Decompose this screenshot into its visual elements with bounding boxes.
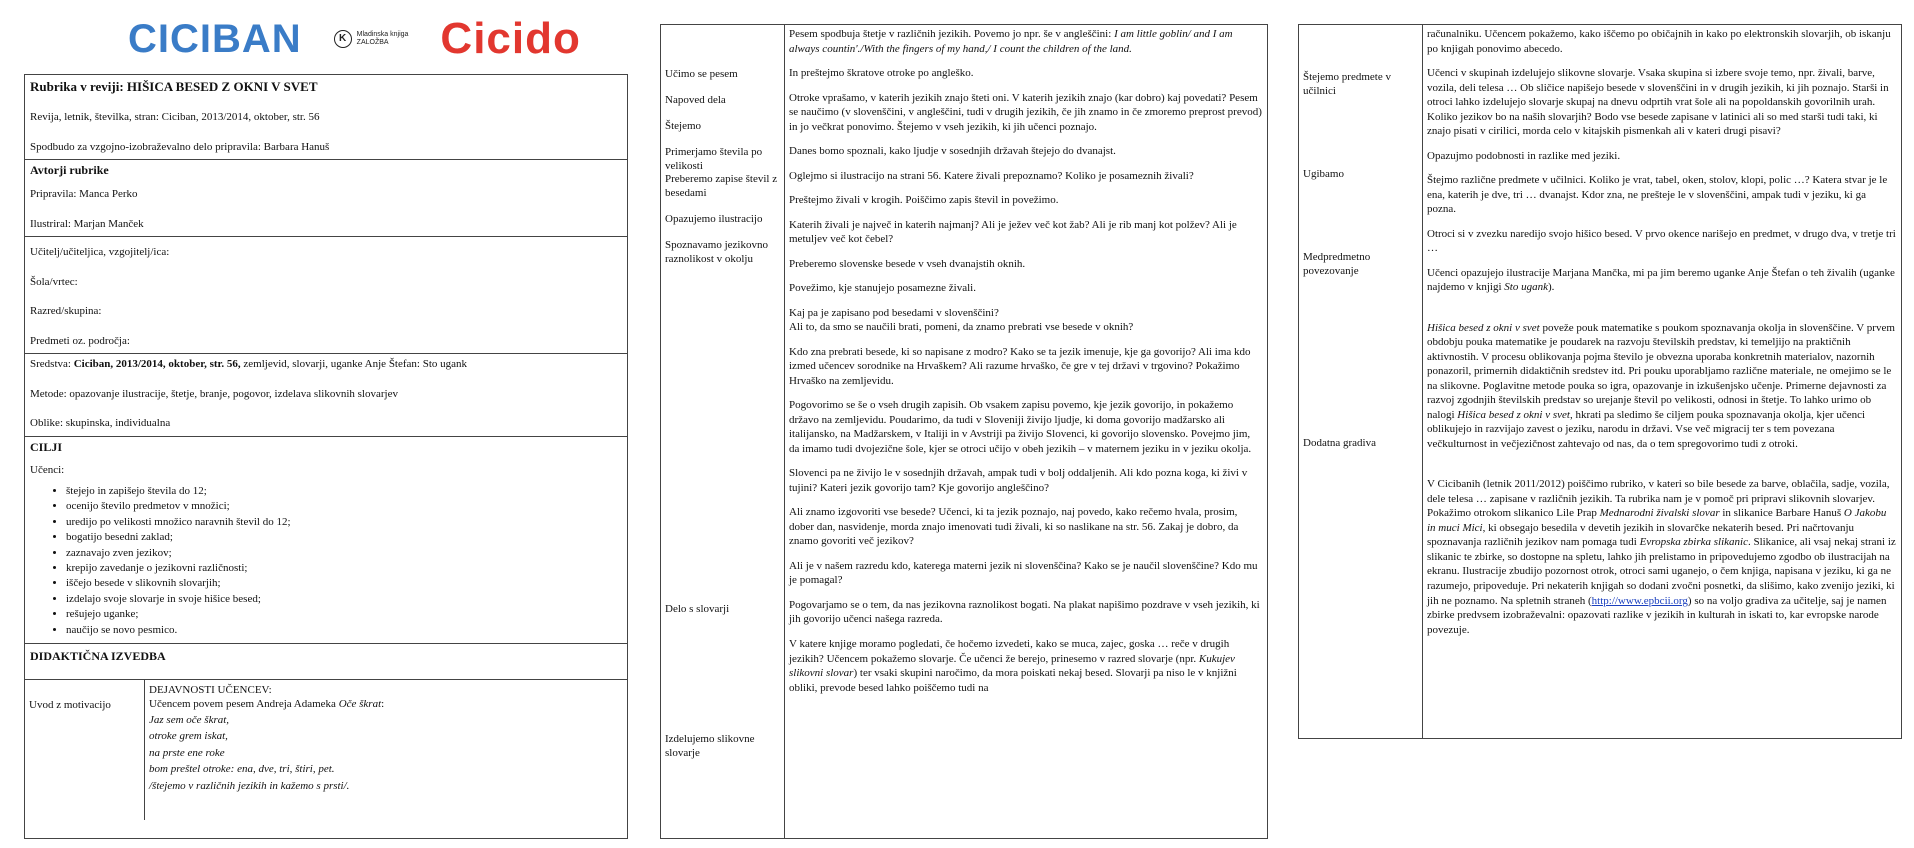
mk-icon: K (334, 30, 352, 48)
means-line (30, 357, 622, 372)
poem-english: I am little goblin/ and I am always countin'./With the fingers of my hand,/ I count the children of the land. (789, 28, 1233, 55)
label-additional-materials: Dodatna gradiva (1303, 437, 1376, 449)
label-picture-dictionaries: Izdelujemo slikovne slovarje (665, 733, 755, 759)
forms-line: Oblike: skupinska, individualna (30, 417, 171, 430)
grade-field: Razred/skupina: (30, 305, 102, 318)
label-compare-numbers: Primerjamo števila po velikosti (665, 146, 763, 172)
intro-content (145, 680, 627, 820)
info-table (24, 74, 628, 839)
poem-line: Jaz sem oče škrat, (149, 713, 230, 726)
riddles-text: Učenci opazujejo ilustracije Marjana Mančka, mi pa jim beremo uganke Anje Štefan o teh živalih (uganke najdemo v knjigi (1427, 266, 1895, 294)
page-3 (1298, 0, 1914, 848)
goal-item: • uredijo po velikosti množico naravnih števil do 12; (66, 515, 622, 530)
compare-animals-para: Katerih živali je največ in katerih najmanj? Ali je ježev več kot žab? Ali je rib manj kot polžev? Ali je metuljev več kot čebel? (789, 218, 1237, 246)
read-words-para: Preberemo slovenske besede v vseh dvanajstih oknih. (789, 257, 1026, 270)
mat-c: in slikanice Barbare Hanuš (1719, 507, 1844, 520)
activities-heading: DEJAVNOSTI UČENCEV: (149, 683, 272, 696)
mladinska-knjiga-logo (334, 30, 409, 48)
logo-bar (128, 14, 581, 64)
goal-item: • štejejo in zapišejo števila do 12; (66, 484, 622, 499)
goal-item: • bogatijo besedni zaklad; (66, 530, 622, 545)
dict-text-a: V katere knjige moramo pogledati, če hočemo izvedeti, kako se muca, zajec, goska … reče v drugih jezikih? Učencem pokažemo slovarje. Če učenci že berejo, prinesemo v razred slovarje (npr. (789, 637, 1230, 665)
mat-a: V Cicibanih (letnik 2011/2012) poiščimo rubriko, v kateri so bile besede za barve, oblačila, sadje, vozila, dele telesa … zapisane v različnih jezikih. Ta rubrika nam je v pomoč pri pripravi slikovnih slovarjev. Pokažimo otrokom slikanico Lile Prap (1427, 478, 1890, 520)
riddles-end: ). (1548, 281, 1555, 294)
content-column-3 (1423, 25, 1901, 738)
poem-title: Oče škrat (338, 698, 382, 711)
cc-text-b: poveže pouk matematike s poukom spoznavanja okolja in slovenščine. V prvem obdobju pouka matematike je poudarek na razvoju številskih predstav, ki temeljijo na praktičnih aktivnostih. V procesu oblikovanja pojma število je obvezna uporaba konkretnih materialov, nazornih ponazoril, primernih didaktičnih sredstev itd. Pri pouku uporabljamo različne materiale, ne omejimo se le na slikovne. Poglavitne metode pouka so igra, opazovanje in izkušenjsko učenje. Primerne dejavnosti za razvoj zgodnjih številskih predstav so urejanje števil po velikosti, odnosi in štetje. To lahko urimo ob nalogi (1427, 321, 1895, 421)
activities-table-2 (660, 24, 1268, 839)
goals-heading: CILJI (30, 439, 63, 454)
other-writings-para: Pogovorimo se še o vseh drugih zapisih. Ob vsakem zapisu povemo, kje jezik govorijo, in pokažemo državo na zemljevidu. Poudarimo, da tudi v Sloveniji živijo ljudje, ki doma govorijo madžarsko ali italijansko, na Madžarskem, v Italiji in v Avstriji pa živijo Slovenci, ki govorijo slovensko. Povejmo jim, da imamo tudi dvojezične šole, kjer se otroci učijo v obeh jezikih – v maternem jeziku in v jeziku okolja. (789, 399, 1252, 455)
dict-title: Kukujev slikovni slovar (789, 652, 1235, 680)
activities-table-3 (1298, 24, 1902, 739)
mat-book-2: O Jakobu in muci Mici (1427, 507, 1887, 534)
poem-para-text: Pesem spodbuja štetje v različnih jezikih. Povemo jo npr. še v angleščini: (789, 28, 1115, 40)
subjects-field: Predmeti oz. področja: (30, 334, 130, 347)
written-below-para: Kaj pa je zapisano pod besedami v slovenščini? Ali to, da smo se naučili brati, pomeni, da znamo prebrati vse besede v oknih? (789, 306, 1134, 334)
poem-intro-text: Učencem povem pesem Andreja Adameka (149, 698, 339, 711)
intro-row (25, 680, 627, 820)
notebook-para: Otroci si v zvezku naredijo svojo hišico besed. V prvo okence narišejo en predmet, v drugo dva, v tretje tri … (1427, 227, 1896, 255)
school-field: Šola/vrtec: (30, 275, 78, 288)
goal-item: • krepijo zavedanje o jezikovni različnosti; (66, 561, 622, 576)
label-counting: Štejemo (665, 120, 702, 132)
cross-curricular-para (1427, 321, 1897, 452)
similarities-para: Opazujmo podobnosti in razlike med jeziki. (1427, 149, 1621, 162)
means-bold: Ciciban, 2013/2014, oktober, str. 56, (73, 358, 241, 371)
slovenes-abroad-para: Slovenci pa ne živijo le v sosednjih državah, ampak tudi v bolj oddaljenih. Ali kdo pozna koga, ki živi v tujini? Kateri jezik govorijo tam? Kje govorijo angleščino? (789, 467, 1248, 494)
author-2: Ilustriral: Marjan Manček (30, 217, 144, 230)
didactic-heading: DIDAKTIČNA IZVEDBA (30, 648, 166, 663)
rubric-name-2: Hišica besed z okni v svet (1457, 408, 1570, 421)
today-para: Danes bomo spoznali, kako ljudje v sosednjih državah štejejo do dvanajst. (789, 145, 1116, 158)
make-dictionaries-para: Učenci v skupinah izdelujejo slikovne slovarje. Vsaka skupina si izbere svoje temo, npr. živali, barve, vozila, deli telesa … Ob sličice napišejo besede v slovenščini in v drugih jezikih, ki jih poznajo. Starši in otroci lahko izdelujejo slovarje skupaj na dnevu odprtih vrat šole ali na popoldanskih govorilnih urah. Koliko jezikov bo na naših slovarjih? Bodo vse besede zapisane v latinici ali so med starši tudi taki, ki znajo pisati v cirilici, morda celo v kitajskih pismenkah ali v kateri drugi pisavi? (1427, 67, 1889, 138)
label-count-objects: Štejemo predmete v učilnici (1303, 71, 1391, 97)
poem-line: bom preštel otroke: ena, dve, tri, štiri, pet. (149, 763, 335, 776)
poem-intro: Učencem povem pesem Andreja Adameka Oče škrat: (149, 698, 385, 711)
means-rest: zemljevid, slovarji, uganke Anje Štefan: Sto ugank (240, 358, 468, 371)
mother-tongue-para: Ali je v našem razredu kdo, katerega materni jezik ni slovenščina? Kako se je naučil slovenščine? Kdo mu je pomagal? (789, 559, 1258, 587)
poem-line: /štejemo v različnih jezikih in kažemo s prsti/. (149, 779, 350, 792)
authors-heading: Avtorji rubrike (30, 163, 109, 178)
means-label: Sredstva: (30, 358, 74, 371)
labels-column (661, 25, 785, 838)
label-announcement: Napoved dela (665, 94, 726, 106)
pupils-label: Učenci: (30, 464, 65, 477)
section-goals (25, 437, 627, 644)
goals-list (66, 484, 622, 638)
goal-item: • ocenijo število predmetov v množici; (66, 499, 622, 514)
dict-text-c: ) ter vsaki skupini naročimo, da mora poiskati nekaj besed. Slovarji pa niso le v knjižni obliki, prevode besed lahko poiščemo tudi na (789, 667, 1237, 694)
section-authors (25, 160, 627, 237)
label-language-diversity: Spoznavamo jezikovno raznolikost v okolju (665, 239, 768, 265)
author-1: Pripravila: Manca Perko (30, 188, 138, 201)
count-english-para: In preštejmo škratove otroke po angleško. (789, 67, 974, 80)
pronounce-para: Ali znamo izgovoriti vse besede? Učenci, ki ta jezik poznajo, naj povedo, kako rečemo hvala, prosim, dober dan, nasvidenje, morda znajo imenovati tudi živali, ki so naslikane na str. 56. Zakaj je dobro, da znamo govoriti več jezikov? (789, 506, 1239, 548)
page-2 (660, 0, 1280, 848)
goal-item: • iščejo besede v slikovnih slovarjih; (66, 576, 622, 591)
poem-para (789, 27, 1263, 56)
labels-column-3 (1299, 25, 1423, 738)
mat-collection: Evropska zbirka slikanic (1639, 536, 1748, 549)
materials-para (1427, 477, 1897, 637)
riddles-book: Sto ugank (1504, 281, 1548, 294)
ciciban-logo: CICIBAN (128, 16, 302, 61)
goal-item: • rešujejo uganke; (66, 607, 622, 622)
cicido-logo: Cicido (440, 13, 581, 63)
connect-para: Povežimo, kje stanujejo posamezne živali. (789, 282, 976, 295)
page-1 (0, 0, 640, 848)
rubric-name: Hišica besed z okni v svet (1427, 321, 1540, 334)
label-cross-curricular: Medpredmetno povezovanje (1303, 251, 1371, 277)
cc-text-d: , hkrati pa sledimo še ciljem pouka spoznavanja okolja, kjer učenci oblikujejo in razvijajo zavest o jeziku, narodu in državi. Vse več migracij ter s tem povezana večkulturnost in večjezičnost zahtevajo od nas, da o tem spregovorimo tudi z otroki. (1427, 408, 1866, 450)
methods-line: Metode: opazovanje ilustracije, štetje, branje, pogovor, izdelava slikovnih slovarjev (30, 387, 398, 400)
illustration-para: Oglejmo si ilustracijo na strani 56. Katere živali prepoznamo? Koliko je posameznih živali? (789, 169, 1194, 182)
content-column (785, 25, 1267, 838)
mk-line2: ZALOŽBA (356, 39, 389, 46)
mk-line1: Mladinska knjiga (356, 30, 409, 38)
label-read-numbers: Preberemo zapise števil z besedami (665, 173, 778, 199)
section-didactic (25, 644, 627, 680)
mat-g: . Slikanice, ali vsaj nekaj strani iz slikanic te zbirke, so dostopne na spletu, lahko jih prelistamo in pripovedujemo zgodbo ob ilustracijah na ekranu. Ilustracije zbudijo pozornost otrok, otroci sami uganejo, o čem knjiga, napisana v jeziku, ki ga ne razumejo, pripoveduje. Pri nekaterih knjigah so dodani zvočni posnetki, da slišimo, kako zvenijo jeziki, ki jih ne poznamo. Na spletnih straneh ( (1427, 536, 1896, 607)
goal-item: • zaznavajo zven jezikov; (66, 546, 622, 561)
teacher-field: Učitelj/učiteljica, vzgojitelj/ica: (30, 246, 170, 259)
section-title (25, 75, 627, 160)
computer-para: računalniku. Učencem pokažemo, kako iščemo po običajnih in kako po elektronskih slovarjih, ob iskanju po knjigah ponovimo abecedo. (1427, 28, 1891, 55)
mat-book-1: Mednarodni živalski slovar (1599, 507, 1720, 520)
goal-item: • izdelajo svoje slovarje in svoje hišice besed; (66, 592, 622, 607)
section-means (25, 354, 627, 437)
ask-languages-para: Otroke vprašamo, v katerih jezikih znajo šteti oni. V katerih jezikih znajo (kar dobro) kaj povedati? Pesem se naučimo (v slovenščini, v angleščini, tudi v drugih jezikih, če jih znamo in če zmoremo preprost prevod) in jo večkrat ponovimo. Štejemo v vseh jezikih, ki jih učenci poznajo. (789, 91, 1262, 133)
issue-line: Revija, letnik, številka, stran: Ciciban, 2013/2014, oktober, str. 56 (30, 111, 320, 124)
prepared-line: Spodbudo za vzgojno-izobraževalno delo pripravila: Barbara Hanuš (30, 140, 330, 153)
goal-item: • naučijo se novo pesmico. (66, 623, 622, 638)
label-dictionaries: Delo s slovarji (665, 603, 730, 615)
blue-words-para: Kdo zna prebrati besede, ki so napisane z modro? Kako se ta jezik imenuje, kje ga govorijo? Ali ima kdo izmed učencev sorodnike na Hrvaškem? Ali razume hrvaško, če gre v tej državi v trgovino? Pokažimo Hrvaško na zemljevidu. (789, 345, 1251, 387)
intro-label: Uvod z motivacijo (25, 680, 145, 820)
riddles-para (1427, 266, 1897, 295)
label-guessing: Ugibamo (1303, 168, 1344, 180)
poem-line: na prste ene roke (149, 746, 225, 759)
section-teacher (25, 237, 627, 354)
mat-e: , ki obsegajo besedila v devetih jezikih in slovarčke nekaterih besed. Pri načrtovanju spoznavanja različnih jezikov nam pomaga tudi (1427, 521, 1855, 549)
page-title: Rubrika v reviji: HIŠICA BESED Z OKNI V SVET (30, 79, 318, 94)
diversity-para: Pogovarjamo se o tem, da nas jezikovna raznolikost bogati. Na plakat napišimo pozdrave v vseh jezikih, ki jih govorijo učenci našega razreda. (789, 598, 1260, 626)
label-observe-illustration: Opazujemo ilustracijo (665, 213, 763, 225)
count-objects-para: Štejmo različne predmete v učilnici. Koliko je vrat, tabel, oken, stolov, klopi, polic …? Katera stvar je le ena, katerih je dve, tri … dvanajst. Kdor zna, ne prešteje le v slovenščini, ampak tudi v jeziku, ki ga pozna. (1427, 174, 1888, 216)
epbcii-link[interactable]: http://www.epbcii.org (1591, 594, 1688, 607)
dictionaries-para (789, 637, 1263, 695)
count-animals-para: Preštejmo živali v krogih. Poiščimo zapis števil in povežimo. (789, 194, 1059, 207)
label-learn-poem: Učimo se pesem (665, 68, 738, 80)
poem-line: otroke grem iskat, (149, 730, 228, 743)
mat-i: ) so na voljo gradiva za učitelje, saj je namen zbirke predvsem izobraževalni: opazovati razlike v jezikih in kulturah in iskati to, kar evropske narode povezuje. (1427, 594, 1887, 636)
